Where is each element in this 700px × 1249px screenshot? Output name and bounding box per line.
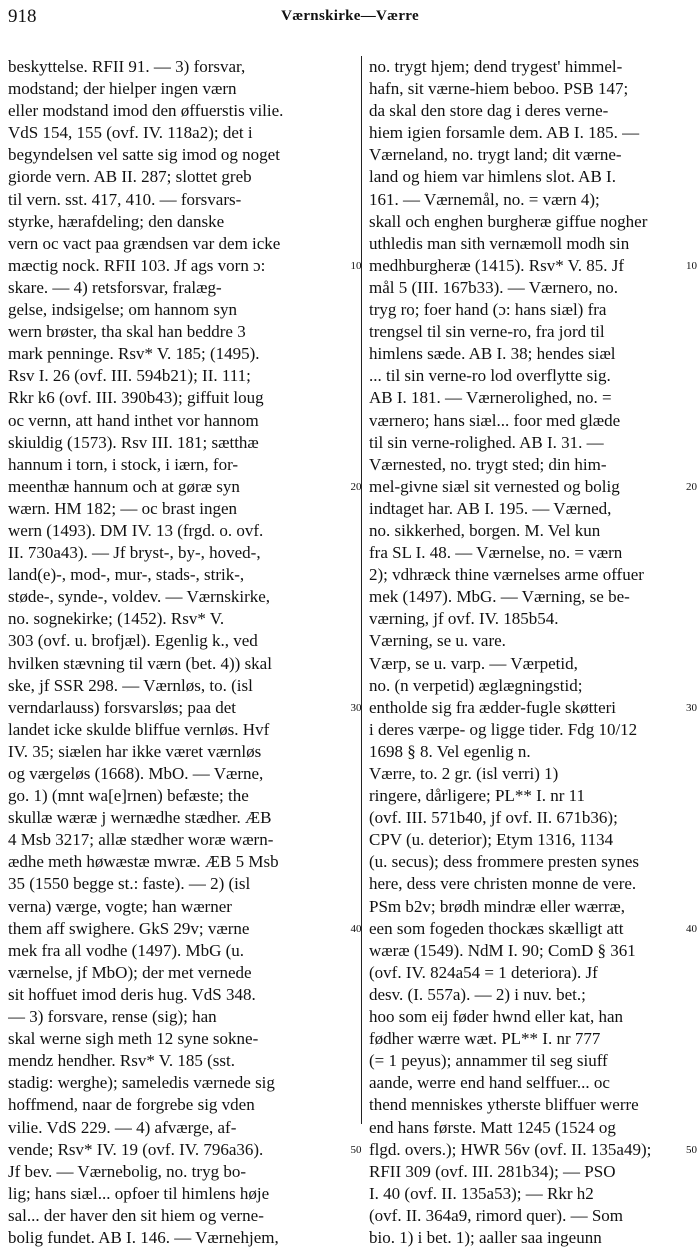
page-header — [8, 6, 692, 30]
text-line: VdS 154, 155 (ovf. IV. 118a2); det i — [8, 123, 253, 143]
text-line: ... til sin verne-ro lod overflytte sig. — [369, 366, 611, 386]
text-line: mendz hendher. Rsv* V. 185 (sst. — [8, 1051, 235, 1071]
text-line: bolig fundet. AB I. 146. — Værnehjem, — [8, 1227, 279, 1247]
text-line: Rsv I. 26 (ovf. III. 594b21); II. 111; — [8, 366, 251, 386]
text-line: Værp, se u. varp. — Værpetid, — [369, 653, 578, 673]
text-line: medhburgheræ (1415). Rsv* V. 85. Jf — [369, 255, 624, 275]
text-line: da skal den store dag i deres verne- — [369, 101, 609, 121]
text-line: meenthæ hannum och at gøræ syn — [8, 476, 240, 496]
text-line: eller modstand imod den øffuerstis vilie. — [8, 101, 284, 121]
text-line: støde-, synde-, voldev. — Værnskirke, — [8, 587, 271, 607]
text-line: styrke, hærafdeling; den danske — [8, 211, 225, 231]
text-line: vern oc vact paa grændsen var dem icke — [8, 233, 281, 253]
text-line: (ovf. II. 364a9, rimord quer). — Som — [369, 1205, 624, 1225]
text-line: fra SL I. 48. — Værnelse, no. = værn — [369, 543, 623, 563]
left-column — [8, 56, 344, 1249]
text-line: wæræ (1549). NdM I. 90; ComD § 361 — [369, 940, 636, 960]
text-line: oc vernn, att hand inthet vor hannom — [8, 410, 259, 430]
text-line: II. 730a43). — Jf bryst-, by-, hoved-, — [8, 543, 261, 563]
text-line: AB I. 181. — Værnerolighed, no. = — [369, 388, 612, 408]
text-line: til sin verne-rolighed. AB I. 31. — — [369, 432, 604, 452]
text-line: wern (1493). DM IV. 13 (frgd. o. ovf. — [8, 520, 264, 540]
line-number: 20 — [350, 480, 362, 493]
text-line: ringere, dårligere; PL** I. nr 11 — [369, 786, 586, 806]
text-line: I. 40 (ovf. II. 135a53); — Rkr h2 — [369, 1183, 594, 1203]
text-line: lig; hans siæl... opfoer til himlens høje — [8, 1183, 270, 1203]
text-line: verndarlauss) forsvarsløs; paa det — [8, 697, 237, 717]
text-line: (u. secus); dess frommere presten synes — [369, 852, 640, 872]
running-head: Værnskirke—Værre — [281, 8, 419, 24]
text-line: vende; Rsv* IV. 19 (ovf. IV. 796a36). — [8, 1139, 264, 1159]
text-line: wærn. HM 182; — oc brast ingen — [8, 498, 238, 518]
line-number: 40 — [350, 922, 362, 935]
text-line: hannum i torn, i stock, i iærn, for- — [8, 454, 239, 474]
text-line: mæctig nock. RFII 103. Jf ags vorn ɔ: — [8, 255, 266, 275]
text-line: ske, jf SSR 298. — Værnløs, to. (isl — [8, 675, 253, 695]
text-line: hiem igien forsamle dem. AB I. 185. — — [369, 123, 640, 143]
text-line: land(e)-, mod-, mur-, stads-, strik-, — [8, 565, 245, 585]
text-line: verna) værge, vogte; han wærner — [8, 896, 232, 916]
text-line: modstand; der hielper ingen værn — [8, 79, 237, 99]
text-line: mark penninge. Rsv* V. 185; (1495). — [8, 344, 260, 364]
text-line: Værre, to. 2 gr. (isl verri) 1) — [369, 764, 559, 783]
text-line: ædhe meth høwæstæ mwræ. ÆB 5 Msb — [8, 852, 279, 872]
text-line: skall och enghen burgheræ giffue nogher — [369, 211, 648, 231]
text-line: sal... der haver den sit hiem og verne- — [8, 1205, 264, 1225]
text-line: 1698 § 8. Vel egenlig n. — [369, 741, 531, 761]
text-line: een som fogeden thockæs skælligt att — [369, 918, 624, 938]
text-line: end hans første. Matt 1245 (1524 og — [369, 1117, 616, 1137]
text-line: 35 (1550 begge st.: faste). — 2) (isl — [8, 874, 251, 894]
text-line: Værnested, no. trygt sted; din him- — [369, 454, 607, 474]
text-line: sit hoffuet imod deris hug. VdS 348. — [8, 984, 256, 1004]
text-line: go. 1) (mnt wa[e]rnen) befæste; the — [8, 786, 249, 806]
text-line: desv. (I. 557a). — 2) i nuv. bet.; — [369, 984, 586, 1004]
text-line: hafn, sit værne-hiem beboo. PSB 147; — [369, 79, 629, 99]
text-line: gelse, indsigelse; om hannom syn — [8, 300, 238, 320]
text-line: uthledis man sith vernæmoll modh sin — [369, 233, 630, 253]
text-line: tryg ro; foer hand (ɔ: hans siæl) fra — [369, 300, 607, 320]
text-line: here, dess vere christen monne de vere. — [369, 874, 637, 894]
text-line: fødher wærre wæt. PL** I. nr 777 — [369, 1029, 601, 1049]
text-line: hvilken stævning til værn (bet. 4)) skal — [8, 653, 272, 673]
line-number: 10 — [686, 259, 697, 272]
text-line: i deres værpe- og ligge tider. Fdg 10/12 — [369, 719, 638, 739]
text-line: wern brøster, tha skal han beddre 3 — [8, 322, 246, 342]
text-line: mek (1497). MbG. — Værning, se be- — [369, 587, 630, 607]
text-line: hoffmend, naar de forgrebe sig vden — [8, 1095, 255, 1115]
text-line: skare. — 4) retsforsvar, fralæg- — [8, 277, 222, 297]
text-line: 4 Msb 3217; allæ stædher woræ wærn- — [8, 830, 274, 850]
text-line: no. sikkerhed, borgen. M. Vel kun — [369, 520, 601, 540]
text-line: (= 1 peyus); annammer til seg siuff — [369, 1051, 608, 1071]
page-number: 918 — [8, 6, 37, 27]
text-line: landet icke skulde bliffue vernløs. Hvf — [8, 719, 270, 739]
text-line: til vern. sst. 417, 410. — forsvars- — [8, 189, 242, 209]
line-number: 10 — [350, 259, 362, 272]
text-line: giorde vern. AB II. 287; slottet greb — [8, 167, 252, 187]
text-line: Værning, se u. vare. — [369, 631, 506, 651]
text-line: mel-givne siæl sit vernested og bolig — [369, 476, 620, 496]
left-line-numbers — [344, 56, 368, 1249]
text-line: 303 (ovf. u. brofjæl). Egenlig k., ved — [8, 631, 258, 651]
text-line: Værneland, no. trygt land; dit værne- — [369, 145, 622, 165]
text-line: (ovf. III. 571b40, jf ovf. II. 671b36); — [369, 808, 618, 828]
line-number: 30 — [686, 701, 697, 714]
text-line: aande, werre end hand selffuer... oc — [369, 1073, 610, 1093]
text-line: 161. — Værnemål, no. = værn 4); — [369, 189, 600, 209]
text-line: no. trygt hjem; dend trygest' himmel- — [369, 57, 623, 76]
line-number: 20 — [686, 480, 697, 493]
text-line: værnelse, jf MbO); der met vernede — [8, 962, 252, 982]
right-column — [369, 56, 692, 1249]
text-line: Rkr k6 (ovf. III. 390b43); giffuit loug — [8, 388, 264, 408]
text-line: beskyttelse. RFII 91. — 3) forsvar, — [8, 57, 246, 76]
text-line: land og hiem var himlens slot. AB I. — [369, 167, 616, 187]
text-line: no. sognekirke; (1452). Rsv* V. — [8, 609, 225, 629]
line-number: 40 — [686, 922, 697, 935]
text-line: them aff swighere. GkS 29v; værne — [8, 918, 250, 938]
text-line: trengsel til sin verne-ro, fra jord til — [369, 322, 605, 342]
text-line: CPV (u. deterior); Etym 1316, 1134 — [369, 830, 614, 850]
line-number: 50 — [686, 1143, 697, 1156]
text-line: værning, jf ovf. IV. 185b54. — [369, 609, 559, 629]
text-line: thend menniskes ytherste bliffuer werre — [369, 1095, 639, 1115]
text-line: hoo som eij føder hwnd eller kat, han — [369, 1007, 623, 1027]
line-number: 50 — [350, 1143, 362, 1156]
text-line: begyndelsen vel satte sig imod og noget — [8, 145, 280, 165]
text-line: og værgeløs (1668). MbO. — Værne, — [8, 764, 264, 783]
text-line: PSm b2v; brødh mindræ eller wærræ, — [369, 896, 625, 916]
text-line: (ovf. IV. 824a54 = 1 deteriora). Jf — [369, 962, 598, 982]
text-line: himlens sæde. AB I. 38; hendes siæl — [369, 344, 616, 364]
text-line: skiuldig (1573). Rsv III. 181; sætthæ — [8, 432, 259, 452]
text-line: mek fra all vodhe (1497). MbG (u. — [8, 940, 245, 960]
text-line: skal werne sigh meth 12 syne sokne- — [8, 1029, 259, 1049]
text-line: 2); vdhræck thine værnelses arme offuer — [369, 565, 644, 585]
text-line: vilie. VdS 229. — 4) afværge, af- — [8, 1117, 237, 1137]
text-line: — 3) forsvare, rense (sig); han — [8, 1007, 217, 1027]
text-line: skullæ wæræ j wernædhe stædher. ÆB — [8, 808, 272, 828]
text-line: bio. 1) i bet. 1); aaller saa ingeunn — [369, 1227, 602, 1247]
text-line: værnero; hans siæl... foor med glæde — [369, 410, 621, 430]
line-number: 30 — [350, 701, 362, 714]
text-line: RFII 309 (ovf. III. 281b34); — PSO — [369, 1161, 616, 1181]
text-line: flgd. overs.); HWR 56v (ovf. II. 135a49); — [369, 1139, 652, 1159]
text-line: indtaget har. AB I. 195. — Værned, — [369, 498, 612, 518]
text-line: IV. 35; siælen har ikke været værnløs — [8, 741, 262, 761]
text-line: Jf bev. — Værnebolig, no. tryg bo- — [8, 1161, 246, 1181]
right-line-numbers — [686, 56, 700, 1249]
text-line: no. (n verpetid) æglægningstid; — [369, 675, 583, 695]
text-line: mål 5 (III. 167b33). — Værnero, no. — [369, 277, 618, 297]
text-line: entholde sig fra ædder-fugle skøtteri — [369, 697, 617, 717]
text-line: stadig: werghe); sameledis værnede sig — [8, 1073, 275, 1093]
